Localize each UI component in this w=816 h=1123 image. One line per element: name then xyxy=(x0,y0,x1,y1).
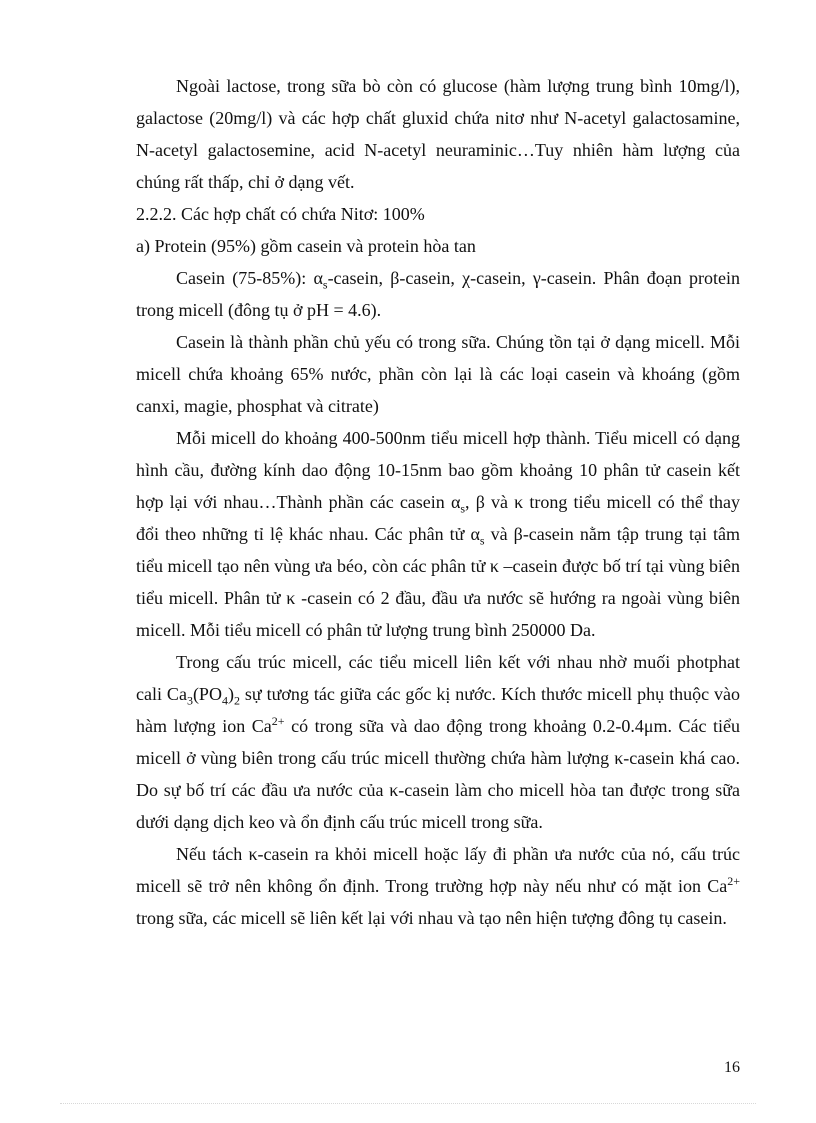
subscript: 4 xyxy=(221,693,228,708)
text-run: , β và κ trong tiểu micell có thể thay đổi theo những tỉ lệ khác nhau. Các phân tử α xyxy=(136,492,740,544)
text-run: -casein, β-casein, χ-casein, γ-casein. Phân đoạn protein trong micell (đông tụ ở pH = 4.6). xyxy=(136,268,740,320)
paragraph-casein-types xyxy=(136,262,740,326)
text-run: ) xyxy=(227,684,234,704)
text-run: (PO xyxy=(192,684,222,704)
paragraph-casein-main: Casein là thành phần chủ yếu có trong sữa. Chúng tồn tại ở dạng micell. Mỗi micell chứa khoảng 65% nước, phần còn lại là các loại casein và khoáng (gồm canxi, magie, phosphat và citrate) xyxy=(136,332,740,416)
subsection-a: a) Protein (95%) gồm casein và protein hòa tan xyxy=(136,236,476,256)
text-run: Trong cấu trúc micell, các tiểu micell liên kết với nhau nhờ muối photphat cali Ca xyxy=(136,652,740,704)
subscript: s xyxy=(479,533,485,548)
subscript: 2 xyxy=(233,693,240,708)
text-run: có trong sữa và dao động trong khoảng 0.2-0.4μm. Các tiểu micell ở vùng biên trong cấu trúc micell thường chứa hàm lượng κ-casein khá cao. Do sự bố trí các đầu ưa nước của κ-casein làm cho micell hòa tan được trong sữa dưới dạng dịch keo và ổn định cấu trúc micell trong sữa. xyxy=(136,716,740,832)
subscript: 3 xyxy=(186,693,193,708)
text-run: Nếu tách κ-casein ra khỏi micell hoặc lấy đi phần ưa nước của nó, cấu trúc micell sẽ trở nên không ổn định. Trong trường hợp này nếu như có mặt ion Ca xyxy=(136,844,740,896)
text-run: Casein (75-85%): α xyxy=(176,268,323,288)
text-run: Mỗi micell do khoảng 400-500nm tiểu micell hợp thành. Tiểu micell có dạng hình cầu, đường kính dao động 10-15nm bao gồm khoảng 10 phân tử casein kết hợp lại với nhau…Thành phần các casein α xyxy=(136,428,740,512)
paragraph-micell-bonding xyxy=(136,646,740,838)
paragraph-lactose: Ngoài lactose, trong sữa bò còn có glucose (hàm lượng trung bình 10mg/l), galactose (20mg/l) và các hợp chất gluxid chứa nitơ như N-acetyl galactosamine, N-acetyl galactosemine, acid N-acetyl neuraminic…Tuy nhiên hàm lượng của chúng rất thấp, chỉ ở dạng vết. xyxy=(136,76,740,192)
superscript: 2+ xyxy=(271,714,285,728)
text-run: sự tương tác giữa các gốc kị nước. Kích thước micell phụ thuộc vào hàm lượng ion Ca xyxy=(136,684,740,736)
subscript: s xyxy=(460,501,466,516)
page-bottom-divider xyxy=(60,1103,756,1104)
paragraph-micell-structure xyxy=(136,422,740,646)
page-number: 16 xyxy=(724,1059,740,1076)
section-heading: 2.2.2. Các hợp chất có chứa Nitơ: 100% xyxy=(136,204,425,224)
paragraph-kappa-casein xyxy=(136,838,740,934)
text-run: trong sữa, các micell sẽ liên kết lại với nhau và tạo nên hiện tượng đông tụ casein. xyxy=(136,908,727,928)
superscript: 2+ xyxy=(727,874,740,888)
page-content xyxy=(136,70,740,934)
subscript: s xyxy=(322,277,328,292)
text-run: và β-casein nằm tập trung tại tâm tiểu micell tạo nên vùng ưa béo, còn các phân tử κ –casein được bố trí tại vùng biên tiểu micell. Phân tử κ -casein có 2 đầu, đầu ưa nước sẽ hướng ra ngoài vùng biên micell. Mỗi tiểu micell có phân tử lượng trung bình 250000 Da. xyxy=(136,524,740,640)
